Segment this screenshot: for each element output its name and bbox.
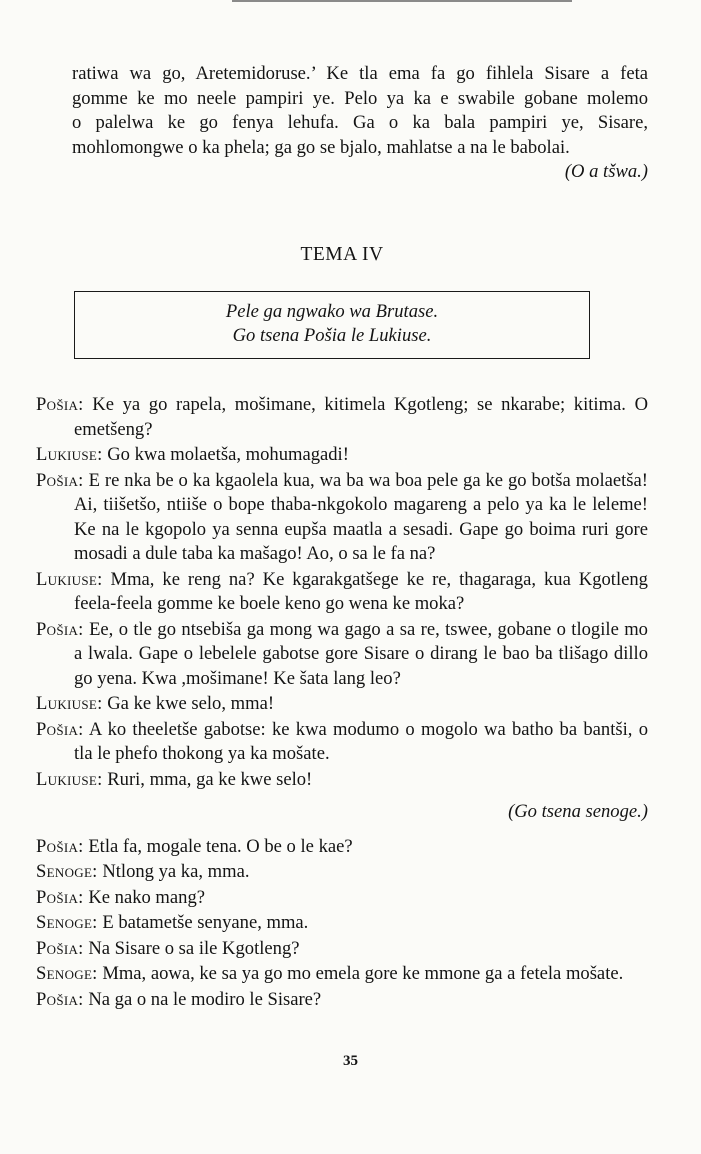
speech-text: E batametše senyane, mma.	[102, 912, 309, 933]
scene-setting-line: Go tsena Pošia le Lukiuse.	[232, 325, 432, 346]
speech-line	[36, 962, 648, 987]
speech-line	[36, 718, 648, 767]
speech-line	[36, 911, 648, 936]
speech-text: Mma, aowa, ke sa ya go mo emela gore ke mmone ga a fetela mošate.	[102, 963, 624, 984]
speech-text: Ruri, mma, ga ke kwe selo!	[107, 768, 313, 790]
scene-setting-line: Pele ga ngwako wa Brutase.	[225, 301, 439, 322]
speaker-name: Lukiuse:	[36, 444, 103, 465]
scene-setting-box	[74, 291, 590, 359]
speech-text: Ke nako mang?	[88, 886, 205, 908]
intro-line: o palelwa ke go fenya lehufa. Ga o ka bala pampiri ye, Sisare,	[72, 112, 648, 133]
dialogue-block-a	[36, 393, 648, 792]
speech-text: Na ga o na le modiro le Sisare?	[88, 988, 322, 1010]
speech-line	[36, 886, 648, 911]
speaker-name: Pošia:	[36, 718, 84, 740]
page-body	[36, 62, 648, 1012]
intro-paragraph	[36, 62, 648, 160]
speaker-name: Senoge:	[36, 861, 98, 882]
speech-text: Mma, ke reng na? Ke kgarakgatšege ke re, thagaraga, kua Kgotleng feela-feela gomme ke boele keno go wena ke moka?	[74, 568, 648, 614]
speech-line	[36, 937, 648, 962]
top-rule	[232, 0, 572, 2]
stage-direction-enter: (Go tsena senoge.)	[508, 801, 648, 822]
speaker-name: Lukiuse:	[36, 568, 103, 590]
speech-line	[36, 618, 648, 692]
speech-line	[36, 393, 648, 442]
stage-direction-exit: (O a tšwa.)	[564, 161, 648, 182]
speech-line	[36, 568, 648, 617]
speaker-name: Senoge:	[36, 912, 98, 933]
speaker-name: Pošia:	[36, 394, 84, 415]
speech-text: Ga ke kwe selo, mma!	[107, 693, 275, 714]
speech-line	[36, 835, 648, 860]
speaker-name: Pošia:	[36, 835, 84, 857]
speaker-name: Pošia:	[36, 886, 84, 908]
speech-line	[36, 443, 648, 468]
scene-heading: TEMA IV	[300, 243, 384, 265]
speech-text: Ee, o tle go ntsebiša ga mong wa gago a sa re, tswee, gobane o tlogile mo a lwala. Gape o lebelele gabotse gore Sisare o dirang le bao ba tlišago dillo go yena. Kwa ,mošimane! Ke šata lang leo?	[74, 618, 648, 689]
intro-line: gomme ke mo neele pampiri ye. Pelo ya ka e swabile gobane molemo	[72, 87, 648, 109]
speech-text: Na Sisare o sa ile Kgotleng?	[88, 937, 300, 959]
speech-line	[36, 768, 648, 793]
intro-line: mohlomongwe o ka phela; ga go se bjalo, mahlatse a na le babolai.	[72, 136, 570, 158]
speaker-name: Pošia:	[36, 618, 84, 640]
speech-line	[36, 988, 648, 1013]
speech-text: E re nka be o ka kgaolela kua, wa ba wa boa pele ga ke go botša molaetša! Ai, tiišetšo, ntiiše o bope thaba-nkgokolo magareng a pelo ya ka le leleme! Ke na le kgopolo ya senna eupša maatla a sesadi. Gape go boima ruri gore mosadi a dule taba ka mašago! Ao, o sa le fa na?	[74, 469, 648, 564]
speech-text: Ke ya go rapela, mošimane, kitimela Kgotleng; se nkarabe; kitima. O emetšeng?	[74, 394, 648, 440]
speaker-name: Lukiuse:	[36, 693, 103, 714]
speaker-name: Pošia:	[36, 469, 84, 491]
speech-line	[36, 860, 648, 885]
speech-text: Etla fa, mogale tena. O be o le kae?	[88, 835, 353, 857]
speaker-name: Pošia:	[36, 937, 84, 959]
speech-text: A ko theeletše gabotse: ke kwa modumo o mogolo wa batho ba bantši, o tla le phefo thokong ya ka mošate.	[74, 718, 648, 764]
speaker-name: Lukiuse:	[36, 768, 103, 790]
intro-line: ratiwa wa go, Aretemidoruse.’ Ke tla ema fa go fihlela Sisare a feta	[72, 63, 648, 84]
speaker-name: Senoge:	[36, 963, 98, 984]
speech-line	[36, 469, 648, 567]
dialogue-block-b	[36, 835, 648, 1013]
dialogue	[36, 393, 648, 1012]
speech-text: Go kwa molaetša, mohumagadi!	[107, 444, 349, 465]
speaker-name: Pošia:	[36, 988, 84, 1010]
page-number: 35	[343, 1053, 358, 1069]
speech-line	[36, 692, 648, 717]
speech-text: Ntlong ya ka, mma.	[102, 861, 250, 882]
